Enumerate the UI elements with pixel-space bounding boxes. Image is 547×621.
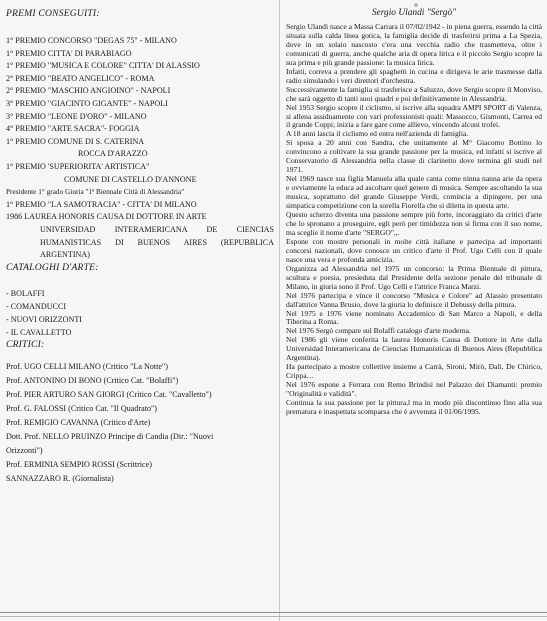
- laurea-first-line: 1986 LAUREA HONORIS CAUSA DI DOTTORE IN ARTE: [6, 212, 207, 222]
- premi-item: 1° PREMIO COMUNE DI S. CATERINA: [6, 136, 145, 146]
- critici-list: [6, 360, 274, 486]
- right-column: [286, 8, 542, 417]
- column-divider: [279, 0, 280, 621]
- cataloghi-heading: CATALOGHI D'ARTE:: [6, 261, 99, 273]
- premi-item: 3° PREMIO "GIACINTO GIGANTE" - NAPOLI: [6, 98, 168, 108]
- critici-item: Prof. PIER ARTURO SAN GIORGI (Critico Cat. "Cavalletto"): [6, 389, 212, 399]
- biography-paragraph: Nel 1969 nasce sua figlia Manuela alla quale canta come ninna nanna arie da opera e ovviamente la educa ad ascoltare quel genere di musica. Sempre ascoltando la sua musica, soprattutto del grande Giuseppe Verdi, comincia a dipingere, per una simpatica competizione con la sorella Fiorella che si diletta in questa arte.: [286, 174, 542, 211]
- cataloghi-item: - BOLAFFI: [6, 288, 45, 298]
- biography-paragraph: Nel 1986 gli viene conferita la laurea Honoris Causa di Dottore in Arte dalla Universidad Interamericana de Ciencias Humanisticas di Buenos Aires (Repubblica Argentina).: [286, 335, 542, 363]
- biography-paragraph: Nel 1953 Sergio scopre il ciclismo, si iscrive alla squadra AMPI SPORT di Valenza, si allena assiduamente con vari professionisti quali: Massocco, Gismonti, Carrea ed il grande Coppi; inizia a fare gare come allievo, vincendo alcuni trofei.: [286, 102, 542, 130]
- biography-paragraph: Nel 1976 espone a Ferrara con Remo Brindisi nel Palazzo dei Diamanti: premio "Originalità e validità".: [286, 380, 542, 399]
- premi-item: 1° PREMIO 'SUPERIORITA' ARTISTICA": [6, 161, 150, 171]
- biography-paragraph: Si sposa a 20 anni con Sandra, che unitamente al M° Giacomo Bottino lo convincono a coltivare la sua grande passione per la musica, ed infatti si iscrive al Conservatorio di Alessandria nella classe di clarinetto dove termina gli studi nel 1971.: [286, 138, 542, 175]
- critici-item: Dott. Prof. NELLO PRUINZO Principe di Candia (Dir.: "Nuovi: [6, 431, 214, 441]
- premi-item: 2° PREMIO "MASCHIO ANGIOINO" - NAPOLI: [6, 86, 171, 96]
- premi-item: 3° PREMIO "LEONE D'ORO" - MILANO: [6, 111, 147, 121]
- biography-paragraph: Questo scherzo diventa una passione sempre più forte, incoraggiato da critici d'arte che lo spronano a proseguire, egli però per timidezza non si firma con il suo nome, ma sceglie il nome d'arte "SERGO",,.: [286, 210, 542, 237]
- critici-item: SANNAZZARO R. (Giornalista): [6, 473, 114, 483]
- biography-paragraph: Espone con mostre personali in molte città italiane e partecipa ad importanti concorsi nazionali, dove conosce un critico d'arte il Prof. Ugo Celli con il quale nasce una vera e profonda amicizia.: [286, 236, 542, 264]
- left-column: [6, 8, 274, 486]
- critici-item: Prof. G. FALOSSI (Critico Cat. "Il Quadrato"): [6, 403, 158, 413]
- laurea-entry: [6, 211, 274, 261]
- premi-item: 1° PREMIO "MUSICA E COLORE" CITTA' DI ALASSIO: [6, 61, 200, 71]
- page-dot: [414, 3, 418, 7]
- critici-item: Prof. UGO CELLI MILANO (Critico "La Notte"): [6, 361, 168, 371]
- biography-paragraph: Nel 1976 Sergò compare sul Bolaffi catalogo d'arte moderna.: [286, 326, 471, 336]
- premi-item: 1° PREMIO CITTA' DI PARABIAGO: [6, 48, 132, 58]
- bottom-rule: [0, 612, 547, 613]
- premi-list: [6, 35, 274, 211]
- premi-item: ROCCA D'ARAZZO: [78, 149, 148, 159]
- cataloghi-item: - COMANDUCCI: [6, 301, 67, 311]
- biography-paragraph: Infatti, correva a prendere gli spaghetti in cucina e dirigeva le arie trasmesse dalla radio simulando i veri direttori d'orchestra.: [286, 66, 542, 85]
- critici-item: Prof. REMIGIO CAVANNA (Critico d'Arte): [6, 417, 151, 427]
- premi-item: 2° PREMIO "BEATO ANGELICO" - ROMA: [6, 73, 155, 83]
- premi-item: COMUNE DI CASTELLO D'ANNONE: [64, 174, 197, 184]
- biography-paragraph: Sergio Ulandi nasce a Massa Carrara il 07/02/1942 - in piena guerra, essendo la città situata sulla calda linea gotica, la famiglia decide di trasferirsi prima a La Spezia, dove in un solaio nascosto c'era una vecchia radio che trasmetteva, oltre i comunicati di guerra, anche qualche aria di opera lirica e il piccolo Sergio scopre la sua prima e più grande passione: la musica lirica.: [286, 22, 542, 67]
- cataloghi-item: - IL CAVALLETTO: [6, 327, 72, 337]
- premi-heading: PREMI CONSEGUITI:: [6, 8, 100, 19]
- biography-paragraph: Successivamente la famiglia si trasferisce a Saluzzo, dove Sergio scopre il Monviso, che sarà oggetto di tanti suoi quadri e poi definitivamente in Alessandria.: [286, 84, 542, 103]
- biography-paragraph: Nel 1975 e 1976 viene nominato Accademico di San Marco a Napoli, e della Tiberina a Roma.: [286, 308, 542, 327]
- biography-title: Sergio Ulandi "Sergò": [371, 8, 457, 18]
- bottom-rule-secondary: [0, 616, 547, 617]
- biography-paragraph: A 18 anni lascia il ciclismo ed entra nell'azienda di famiglia.: [286, 129, 469, 139]
- premi-item: Presidente 1° grado Giuria "1ª Biennale Città di Alessandria": [6, 187, 185, 197]
- critici-heading: CRITICI:: [6, 338, 45, 350]
- biography-paragraph: Ha partecipato a mostre collettive insieme a Carrà, Sironi, Mirò, Dalì, De Chirico, Crippa…: [286, 362, 542, 381]
- laurea-continuation: UNIVERSIDAD INTERAMERICANA DE CIENCIAS HUMANISTICAS DI BUENOS AIRES (REPUBBLICA ARGENTINA): [40, 224, 274, 260]
- critici-item: Prof. ANTONINO DI BONO (Critico Cat. "Bolaffi"): [6, 375, 179, 385]
- critici-item: Prof. ERMINIA SEMPIO ROSSI (Scrittrice): [6, 459, 152, 469]
- premi-item: 1° PREMIO CONCORSO "DEGAS 75" - MILANO: [6, 36, 177, 45]
- cataloghi-item: - NUOVI ORIZZONTI: [6, 314, 82, 324]
- biography-paragraph: Nel 1976 partecipa e vince il concorso "Musica e Colore" ad Alassio presentato dall'attrice Vanna Brusio, dove la giuria lo definisce il Debussy della pittura.: [286, 290, 542, 309]
- biography-paragraph: Continua la sua passione per la pittura,l ma in modo più discontinuo fino alla sua prematura e inaspettata scomparsa che è avvenuta il 01/06/1995.: [286, 398, 542, 416]
- premi-item: 1° PREMIO "LA SAMOTRACIA" - CITTA' DI MILANO: [6, 199, 197, 209]
- critici-item: Orizzonti"): [6, 445, 43, 455]
- premi-item: 4° PREMIO "ARTE SACRA"- FOGGIA: [6, 124, 140, 134]
- cataloghi-list: [6, 287, 274, 339]
- biography-paragraph: Organizza ad Alessandria nel 1975 un concorso: la Prima Biennale di pittura, scultura e poesia, presieduta dal Presidente della sezione penale del tribunale di Milano, in giuria sono il Prof. Ugo Celli e l'attrice Franca Marzi.: [286, 263, 542, 291]
